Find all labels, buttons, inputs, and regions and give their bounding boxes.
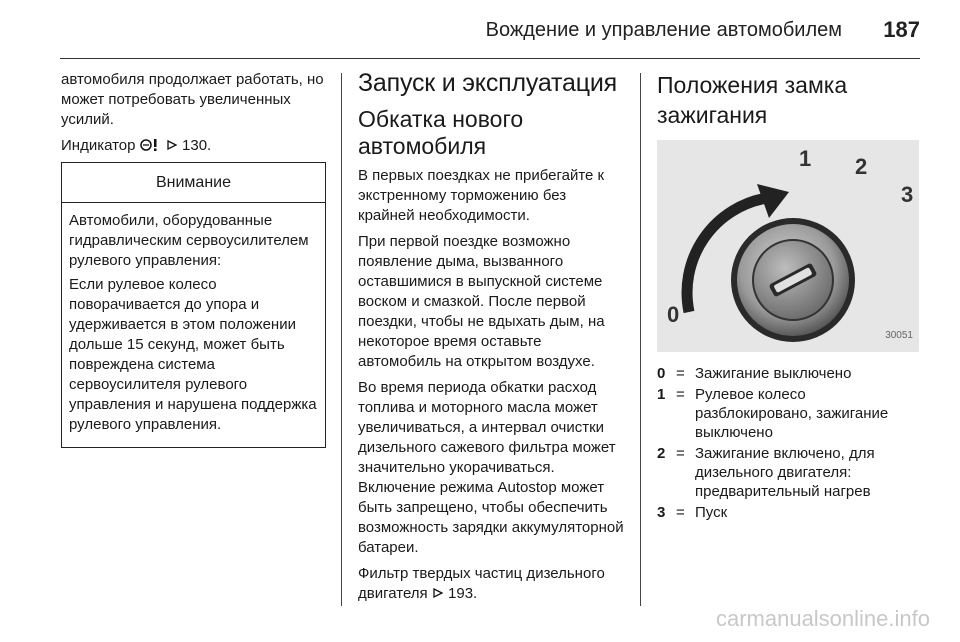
- label-2: 2: [855, 154, 868, 179]
- indicator-line: [61, 136, 326, 156]
- arrow-reference-icon: [166, 136, 178, 156]
- legend-row: [657, 364, 925, 383]
- legend-text: Пуск: [695, 504, 728, 521]
- column-3: [657, 70, 925, 524]
- intro-paragraph: автомобиля продолжает работать, но может потребовать увеличенных усилий.: [61, 71, 324, 128]
- paragraph-2: При первой поездке возможно появление дыма, вызванного оставшимися в выпускной системе воском и смазкой. После первой поездки, чтобы не вдыхать дым, на некоторое время оставьте автомобиль на открытом воздухе.: [358, 233, 605, 370]
- ignition-title: Положения замка зажигания: [657, 72, 848, 128]
- legend-eq: =: [676, 386, 685, 403]
- ignition-figure: [657, 140, 919, 352]
- legend-eq: =: [676, 504, 685, 521]
- label-1: 1: [799, 146, 812, 171]
- filter-page-ref: 193.: [448, 585, 478, 602]
- paragraph-1: В первых поездках не прибегайте к экстренному торможению без крайней необходимости.: [358, 167, 605, 224]
- column-1: [61, 70, 326, 448]
- filter-text: Фильтр твердых частиц дизельного двигателя: [358, 565, 605, 602]
- header-title: Вождение и управление автомобилем: [485, 19, 842, 41]
- section-title: Запуск и эксплуатация: [358, 69, 617, 97]
- legend-row: [657, 503, 925, 522]
- indicator-page-ref: 130.: [182, 137, 212, 154]
- legend-row: [657, 444, 925, 501]
- legend-key: 3: [657, 504, 666, 521]
- legend-key: 1: [657, 386, 666, 403]
- legend-eq: =: [676, 445, 685, 462]
- legend-text: Зажигание включено, для дизельного двигателя: предварительный нагрев: [695, 445, 875, 500]
- column-divider-1: [341, 73, 342, 606]
- warning-paragraph-1: Автомобили, оборудованные гидравлическим сервоусилителем рулевого управления:: [69, 212, 309, 269]
- legend-text: Рулевое колесо разблокировано, зажигание выключено: [695, 386, 889, 441]
- watermark[interactable]: carmanualsonline.info: [715, 606, 930, 631]
- column-2: [358, 70, 626, 610]
- paragraph-3: Во время периода обкатки расход топлива и моторного масла может увеличиваться, а интервал очистки дизельного сажевого фильтра может значительно укорачиваться. Включение режима Autostop может быть запрещено, чтобы обеспечить возможность зарядки аккумуляторной батареи.: [358, 379, 624, 556]
- legend-row: [657, 385, 925, 442]
- legend-key: 2: [657, 445, 666, 462]
- legend-eq: =: [676, 365, 685, 382]
- figure-id: 30051: [885, 330, 913, 341]
- legend-key: 0: [657, 365, 666, 382]
- label-3: 3: [901, 182, 914, 207]
- column-divider-2: [640, 73, 641, 606]
- warning-body: [62, 203, 325, 447]
- ignition-lock-illustration: [657, 140, 919, 352]
- page-header: [60, 0, 920, 59]
- page-number: 187: [883, 17, 920, 42]
- warning-title: Внимание: [62, 163, 325, 203]
- arrow-reference-icon: [432, 584, 444, 604]
- steering-warning-icon: [140, 136, 162, 156]
- indicator-label: Индикатор: [61, 137, 136, 154]
- legend-text: Зажигание выключено: [695, 365, 852, 382]
- ignition-legend: [657, 364, 925, 522]
- subsection-title: Обкатка нового автомобиля: [358, 106, 524, 159]
- warning-box: [61, 162, 326, 448]
- paragraph-4: [358, 564, 626, 604]
- warning-paragraph-2: Если рулевое колесо поворачивается до упора и удерживается в этом положении дольше 15 секунд, может быть повреждена система сервоусилителя рулевого управления и нарушена поддержка рулевого управления.: [69, 276, 317, 433]
- label-0: 0: [667, 302, 680, 327]
